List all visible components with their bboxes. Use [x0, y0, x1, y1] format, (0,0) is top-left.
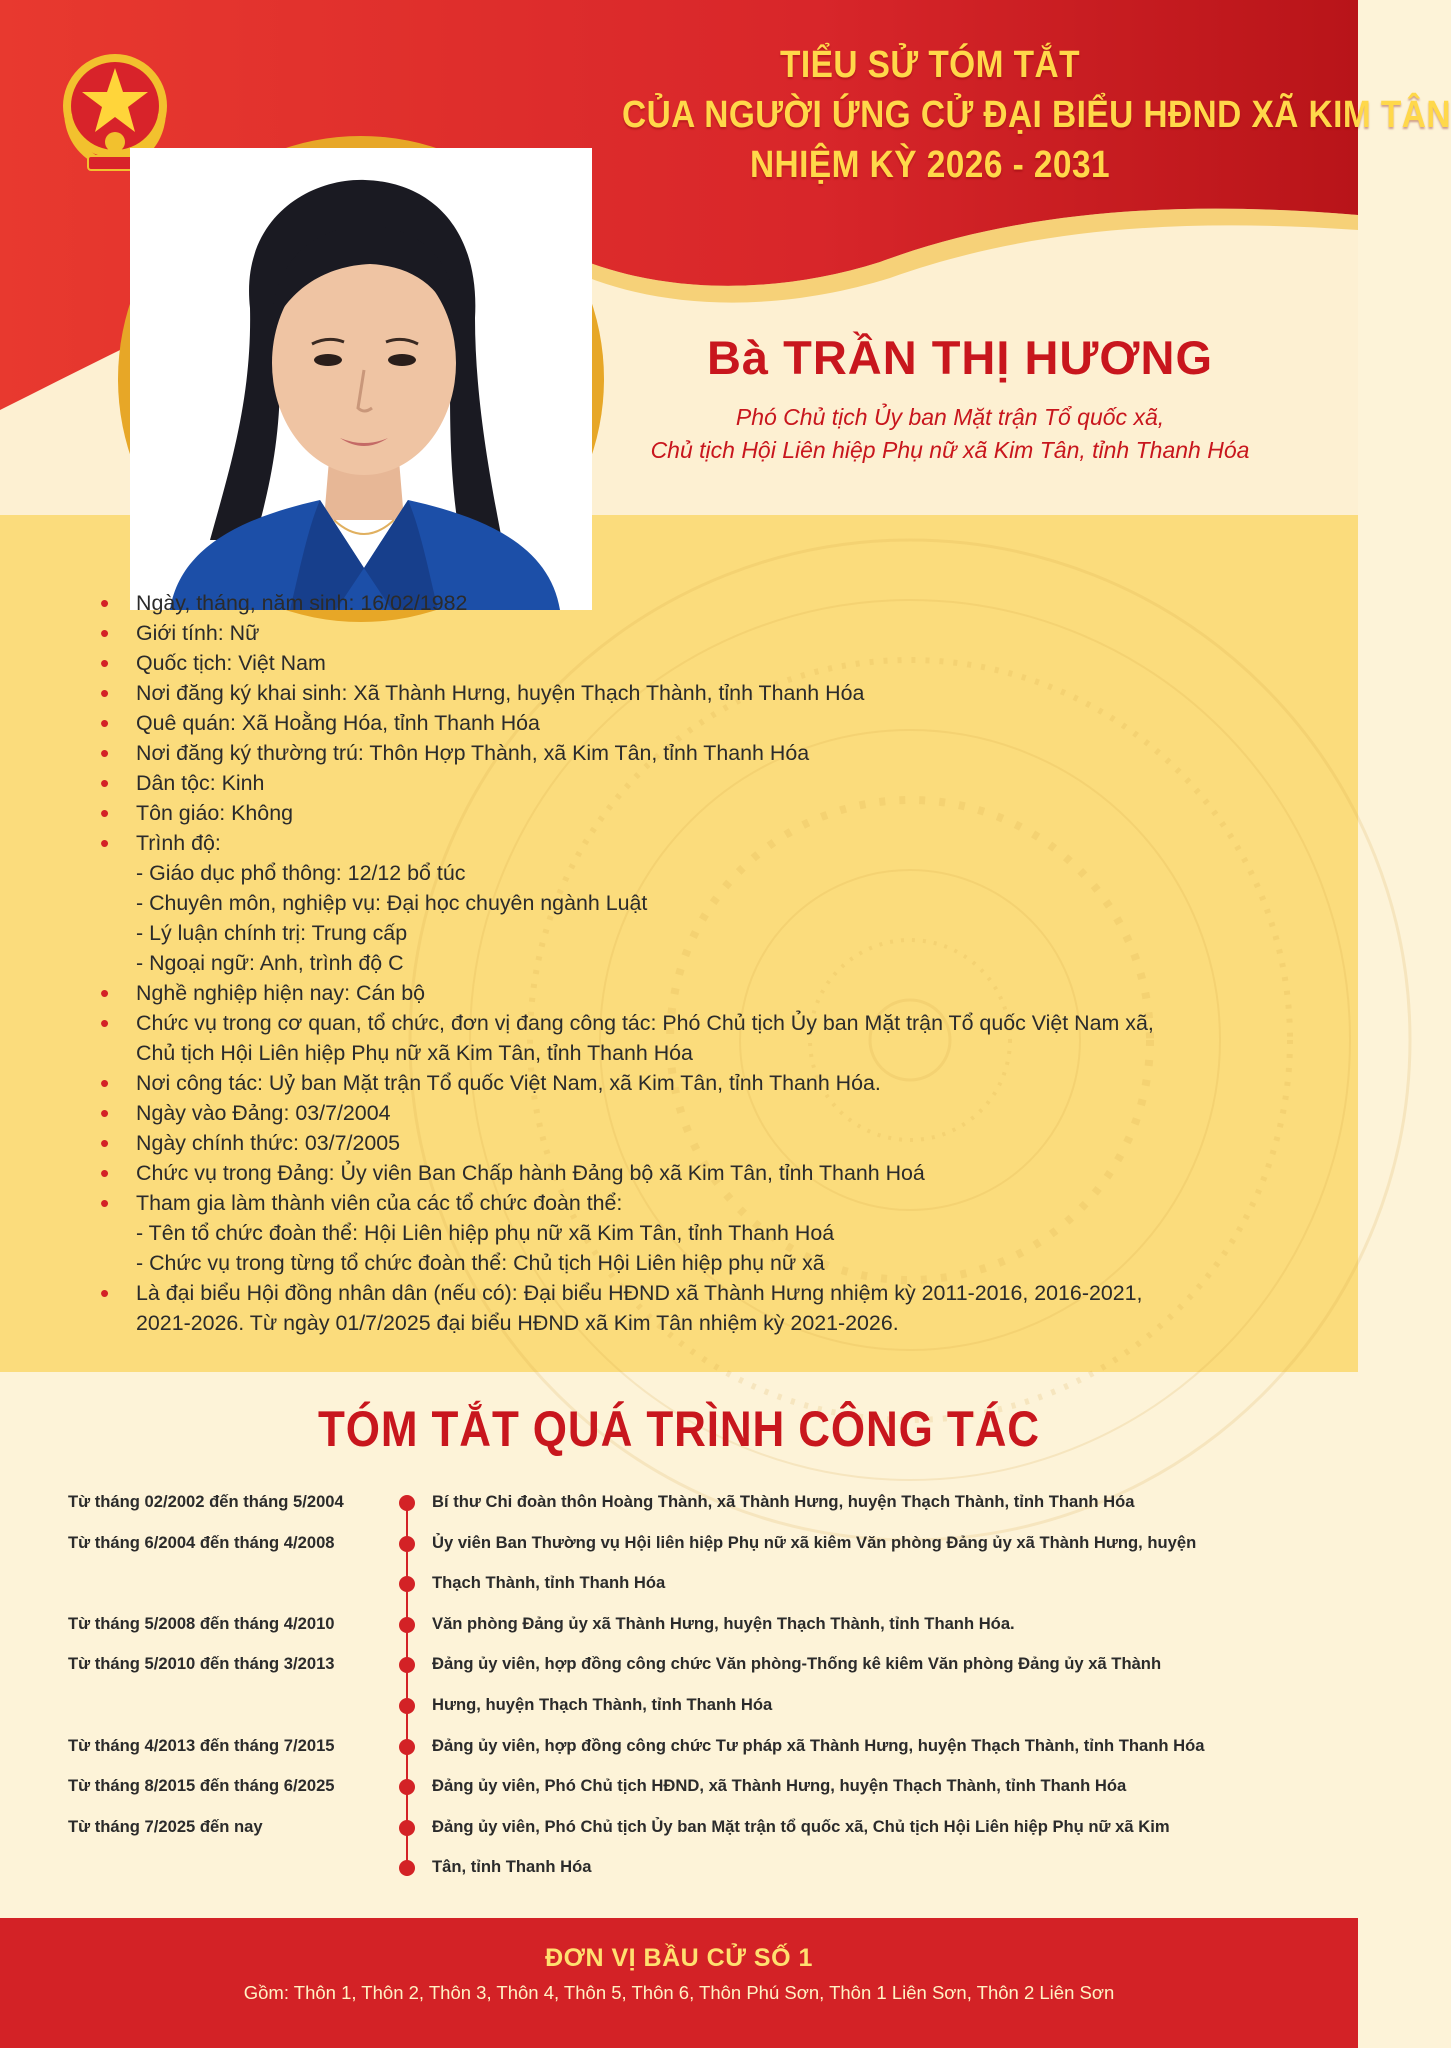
- timeline-row: [0, 1649, 1358, 1679]
- header-title: [622, 40, 1451, 190]
- bio-item: • Nơi đăng ký thường trú: Thôn Hợp Thành, xã Kim Tân, tỉnh Thanh Hóa: [100, 738, 1330, 768]
- timeline-description: Tân, tỉnh Thanh Hóa: [432, 1857, 592, 1877]
- timeline-dot: [399, 1536, 415, 1552]
- bio-item: • Trình độ:: [100, 828, 1330, 858]
- bio-item: • Nơi công tác: Uỷ ban Mặt trận Tổ quốc Việt Nam, xã Kim Tân, tỉnh Thanh Hóa.: [100, 1068, 1330, 1098]
- bio-item: • Quốc tịch: Việt Nam: [100, 648, 1330, 678]
- bio-item-continuation: - Chức vụ trong từng tổ chức đoàn thể: Chủ tịch Hội Liên hiệp phụ nữ xã: [136, 1251, 825, 1275]
- biography-list: [100, 588, 1330, 1338]
- bio-item: • Nghề nghiệp hiện nay: Cán bộ: [100, 978, 1330, 1008]
- bio-item: • Tham gia làm thành viên của các tổ chức đoàn thể:: [100, 1188, 1330, 1218]
- timeline-period: Từ tháng 4/2013 đến tháng 7/2015: [68, 1735, 335, 1755]
- timeline-row: [0, 1609, 1358, 1639]
- bio-item-continuation: - Tên tổ chức đoàn thể: Hội Liên hiệp phụ nữ xã Kim Tân, tỉnh Thanh Hoá: [136, 1221, 835, 1245]
- timeline-period: Từ tháng 5/2010 đến tháng 3/2013: [68, 1654, 335, 1674]
- electoral-unit-title: ĐƠN VỊ BẦU CỬ SỐ 1: [545, 1944, 813, 1972]
- bio-item-continuation: - Giáo dục phổ thông: 12/12 bổ túc: [136, 861, 466, 885]
- timeline-description: Thạch Thành, tỉnh Thanh Hóa: [432, 1573, 666, 1593]
- bio-item-continuation: 2021-2026. Từ ngày 01/7/2025 đại biểu HĐND xã Kim Tân nhiệm kỳ 2021-2026.: [136, 1311, 899, 1335]
- timeline-description: Đảng ủy viên, Phó Chủ tịch Ủy ban Mặt trận tổ quốc xã, Chủ tịch Hội Liên hiệp Phụ nữ xã Kim: [432, 1816, 1170, 1836]
- bio-item: • Tôn giáo: Không: [100, 798, 1330, 828]
- portrait-photo: [130, 148, 592, 610]
- timeline-description: Ủy viên Ban Thường vụ Hội liên hiệp Phụ nữ xã kiêm Văn phòng Đảng ủy xã Thành Hưng, huyện: [432, 1532, 1197, 1552]
- bio-item-continuation: - Ngoại ngữ: Anh, trình độ C: [136, 951, 404, 975]
- header-title-line: CỦA NGƯỜI ỨNG CỬ ĐẠI BIỂU HĐND XÃ KIM TÂN: [622, 94, 1451, 136]
- timeline-dot: [399, 1495, 415, 1511]
- bio-item: • Ngày, tháng, năm sinh: 16/02/1982: [100, 588, 1330, 618]
- timeline-description: Bí thư Chi đoàn thôn Hoàng Thành, xã Thành Hưng, huyện Thạch Thành, tỉnh Thanh Hóa: [432, 1492, 1135, 1511]
- timeline-dot: [399, 1617, 415, 1633]
- career-section-title: TÓM TẮT QUÁ TRÌNH CÔNG TÁC: [318, 1401, 1040, 1457]
- bio-item: • Ngày vào Đảng: 03/7/2004: [100, 1098, 1330, 1128]
- timeline-period: Từ tháng 5/2008 đến tháng 4/2010: [68, 1613, 335, 1633]
- bio-item: • Nơi đăng ký khai sinh: Xã Thành Hưng, huyện Thạch Thành, tỉnh Thanh Hóa: [100, 678, 1330, 708]
- timeline-row: [0, 1528, 1358, 1558]
- timeline-row: [0, 1568, 1358, 1598]
- timeline-dot: [399, 1779, 415, 1795]
- timeline-dot: [399, 1820, 415, 1836]
- portrait-illustration: [130, 148, 592, 610]
- bio-item: • Quê quán: Xã Hoằng Hóa, tỉnh Thanh Hóa: [100, 708, 1330, 738]
- timeline-description: Văn phòng Đảng ủy xã Thành Hưng, huyện Thạch Thành, tỉnh Thanh Hóa.: [432, 1613, 1015, 1633]
- candidate-role: [600, 401, 1300, 467]
- timeline-row: [0, 1690, 1358, 1720]
- candidate-role-line: Chủ tịch Hội Liên hiệp Phụ nữ xã Kim Tân, tỉnh Thanh Hóa: [650, 437, 1250, 463]
- timeline-row: [0, 1731, 1358, 1761]
- candidate-role-line: Phó Chủ tịch Ủy ban Mặt trận Tổ quốc xã,: [735, 404, 1165, 430]
- bio-item-continuation: Chủ tịch Hội Liên hiệp Phụ nữ xã Kim Tân, tỉnh Thanh Hóa: [136, 1041, 693, 1065]
- timeline-description: Đảng ủy viên, hợp đồng công chức Văn phòng-Thống kê kiêm Văn phòng Đảng ủy xã Thành: [432, 1654, 1162, 1674]
- timeline-description: Đảng ủy viên, Phó Chủ tịch HĐND, xã Thành Hưng, huyện Thạch Thành, tỉnh Thanh Hóa: [432, 1776, 1127, 1796]
- timeline-row: [0, 1812, 1358, 1842]
- electoral-unit-villages: Gồm: Thôn 1, Thôn 2, Thôn 3, Thôn 4, Thôn 5, Thôn 6, Thôn Phú Sơn, Thôn 1 Liên Sơn, Thôn 2 Liên Sơn: [243, 1982, 1115, 2003]
- timeline-description: Hưng, huyện Thạch Thành, tỉnh Thanh Hóa: [432, 1695, 773, 1714]
- timeline-period: Từ tháng 6/2004 đến tháng 4/2008: [68, 1532, 335, 1552]
- timeline-row: [0, 1852, 1358, 1882]
- header-title-line: TIỂU SỬ TÓM TẮT: [780, 44, 1080, 86]
- timeline-dot: [399, 1657, 415, 1673]
- header-title-line: NHIỆM KỲ 2026 - 2031: [749, 144, 1111, 186]
- bio-item: • Ngày chính thức: 03/7/2005: [100, 1128, 1330, 1158]
- timeline-dot: [399, 1860, 415, 1876]
- timeline-description: Đảng ủy viên, hợp đồng công chức Tư pháp xã Thành Hưng, huyện Thạch Thành, tỉnh Thanh Hóa: [432, 1735, 1205, 1755]
- timeline-period: Từ tháng 8/2015 đến tháng 6/2025: [68, 1776, 335, 1796]
- timeline-period: Từ tháng 7/2025 đến nay: [68, 1816, 263, 1836]
- timeline-period: Từ tháng 02/2002 đến tháng 5/2004: [68, 1492, 344, 1511]
- bio-item-continuation: - Chuyên môn, nghiệp vụ: Đại học chuyên ngành Luật: [136, 891, 648, 915]
- candidate-name: Bà TRẦN THỊ HƯƠNG: [706, 331, 1214, 384]
- timeline-dot: [399, 1576, 415, 1592]
- bio-item: • Giới tính: Nữ: [100, 618, 1330, 648]
- bio-item: • Chức vụ trong Đảng: Ủy viên Ban Chấp hành Đảng bộ xã Kim Tân, tỉnh Thanh Hoá: [100, 1158, 1330, 1188]
- bio-item: • Là đại biểu Hội đồng nhân dân (nếu có): Đại biểu HĐND xã Thành Hưng nhiệm kỳ 2011-2016, 2016-2021,: [100, 1278, 1330, 1308]
- timeline-dot: [399, 1698, 415, 1714]
- timeline-dot: [399, 1739, 415, 1755]
- bio-item-continuation: - Lý luận chính trị: Trung cấp: [136, 921, 408, 945]
- timeline-row: [0, 1771, 1358, 1801]
- timeline-row: [0, 1487, 1358, 1517]
- bio-item: • Chức vụ trong cơ quan, tổ chức, đơn vị đang công tác: Phó Chủ tịch Ủy ban Mặt trận Tổ quốc Việt Nam xã,: [100, 1008, 1330, 1038]
- bio-item: • Dân tộc: Kinh: [100, 768, 1330, 798]
